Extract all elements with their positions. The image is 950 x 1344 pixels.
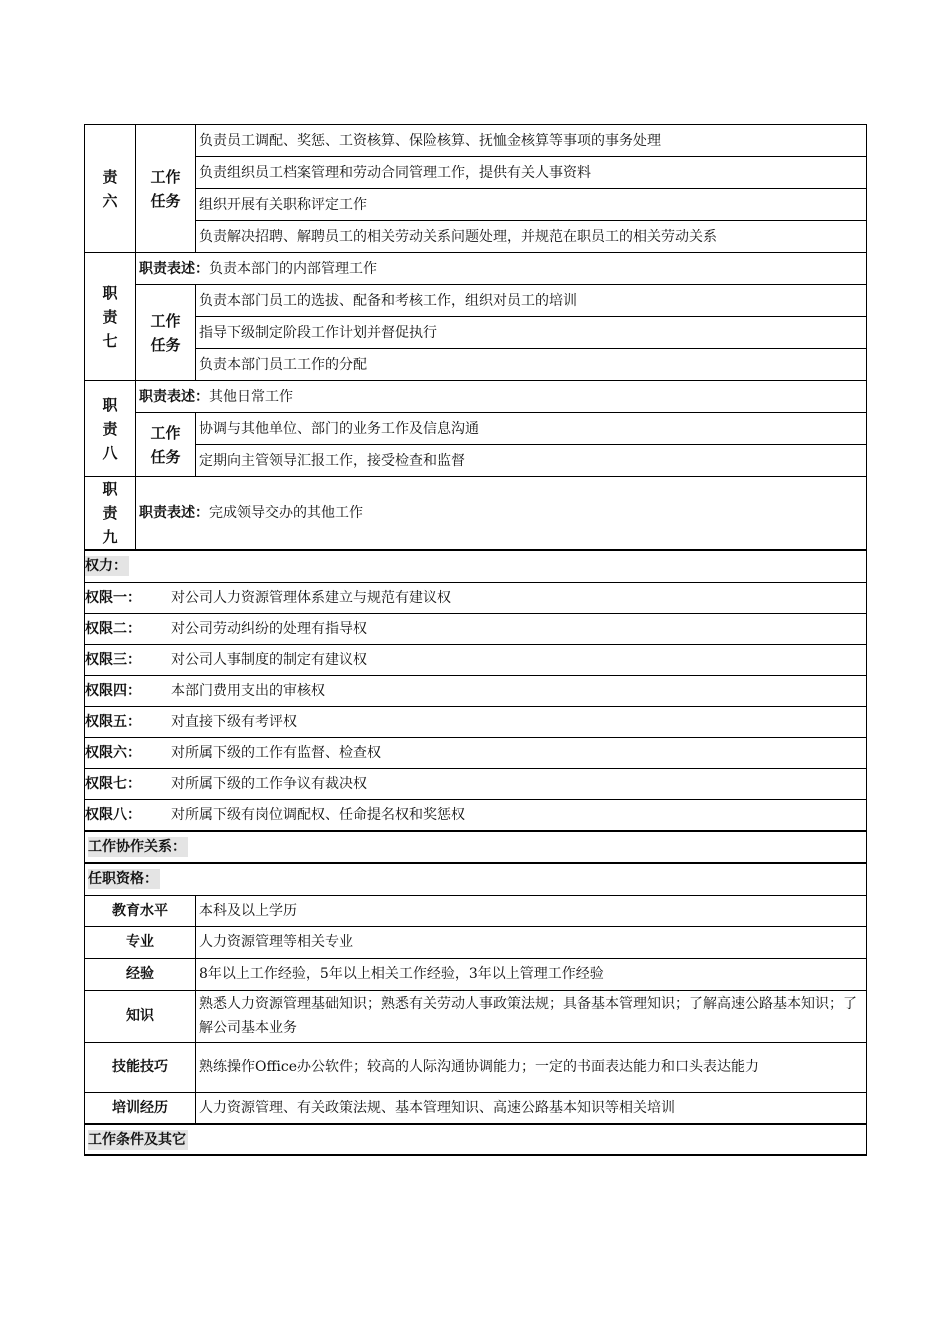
cooperation-header-row: [85, 831, 867, 863]
right-row: [85, 582, 867, 613]
qualification-row: [85, 958, 867, 990]
duty7-statement: 职责表述：负责本部门的内部管理工作: [136, 253, 867, 285]
power-header: 权力：: [85, 550, 867, 582]
qualification-row: [85, 990, 867, 1042]
right-text: 对公司劳动纠纷的处理有指导权: [171, 620, 367, 637]
right-key: 权限六：: [85, 744, 141, 761]
duty7-task-row: [85, 349, 867, 381]
duty8-task-label: 工作 任务: [136, 413, 196, 477]
duty6-task-3: 组织开展有关职称评定工作: [196, 189, 867, 221]
right-row: [85, 675, 867, 706]
duty6-label: 责 六: [85, 125, 136, 253]
right-row: [85, 644, 867, 675]
duty8-task-2: 定期向主管领导汇报工作，接受检查和监督: [196, 445, 867, 477]
cooperation-header: 工作协作关系：: [85, 831, 867, 863]
duty9-label: 职 责 九: [85, 477, 136, 551]
qualification-header-row: [85, 863, 867, 895]
job-description-table: [84, 124, 867, 1156]
qualification-value: 熟悉人力资源管理基础知识；熟悉有关劳动人事政策法规；具备基本管理知识；了解高速公路基本知识；了解公司基本业务: [196, 990, 867, 1042]
qualification-label: 专业: [85, 926, 196, 958]
duty6-task-row: [85, 221, 867, 253]
duty7-task-1: 负责本部门员工的选拔、配备和考核工作，组织对员工的培训: [196, 285, 867, 317]
duty6-task-row: [85, 157, 867, 189]
statement-label: 职责表述：: [139, 505, 209, 521]
power-header-row: [85, 550, 867, 582]
qualification-row: [85, 1042, 867, 1092]
right-key: 权限三：: [85, 651, 141, 668]
right-text: 对所属下级的工作争议有裁决权: [171, 775, 367, 792]
duty7-task-row: [85, 317, 867, 349]
duty6-task-row: [85, 189, 867, 221]
duty6-task-2: 负责组织员工档案管理和劳动合同管理工作，提供有关人事资料: [196, 157, 867, 189]
right-text: 本部门费用支出的审核权: [171, 682, 325, 699]
duty8-statement-row: [85, 381, 867, 413]
qualification-label: 培训经历: [85, 1092, 196, 1124]
duty6-task-4: 负责解决招聘、解聘员工的相关劳动关系问题处理，并规范在职员工的相关劳动关系: [196, 221, 867, 253]
duty8-task-1: 协调与其他单位、部门的业务工作及信息沟通: [196, 413, 867, 445]
qualification-value: 人力资源管理等相关专业: [196, 926, 867, 958]
right-key: 权限一：: [85, 589, 141, 606]
right-text: 对公司人事制度的制定有建议权: [171, 651, 367, 668]
qualification-row: [85, 1092, 867, 1124]
duty7-task-2: 指导下级制定阶段工作计划并督促执行: [196, 317, 867, 349]
qualification-header: 任职资格：: [85, 863, 867, 895]
duty7-label: 职 责 七: [85, 253, 136, 381]
qualification-value: 8年以上工作经验，5年以上相关工作经验，3年以上管理工作经验: [196, 958, 867, 990]
qualification-row: [85, 926, 867, 958]
duty8-task-row: [85, 413, 867, 445]
right-row: [85, 613, 867, 644]
duty7-task-3: 负责本部门员工工作的分配: [196, 349, 867, 381]
duty9-statement: 职责表述：完成领导交办的其他工作: [136, 477, 867, 551]
right-text: 对公司人力资源管理体系建立与规范有建议权: [171, 589, 451, 606]
right-key: 权限四：: [85, 682, 141, 699]
conditions-header: 工作条件及其它: [85, 1124, 867, 1155]
qualification-value: 本科及以上学历: [196, 895, 867, 926]
qualification-value: 人力资源管理、有关政策法规、基本管理知识、高速公路基本知识等相关培训: [196, 1092, 867, 1124]
qualification-label: 技能技巧: [85, 1042, 196, 1092]
right-text: 对所属下级的工作有监督、检查权: [171, 744, 381, 761]
statement-label: 职责表述：: [139, 388, 209, 405]
duty8-statement: 职责表述：其他日常工作: [136, 381, 867, 413]
right-text: 对直接下级有考评权: [171, 713, 297, 730]
right-row: [85, 706, 867, 737]
right-row: [85, 768, 867, 799]
right-key: 权限二：: [85, 620, 141, 637]
job-description-page: [84, 124, 866, 1156]
qualification-label: 知识: [85, 990, 196, 1042]
statement-label: 职责表述：: [139, 260, 209, 277]
right-key: 权限七：: [85, 775, 141, 792]
conditions-header-row: [85, 1124, 867, 1155]
qualification-label: 经验: [85, 958, 196, 990]
duty7-statement-row: [85, 253, 867, 285]
duty8-task-row: [85, 445, 867, 477]
duty7-task-row: [85, 285, 867, 317]
right-key: 权限五：: [85, 713, 141, 730]
duty9-statement-row: [85, 477, 867, 551]
duty6-task-row: [85, 125, 867, 157]
qualification-label: 教育水平: [85, 895, 196, 926]
qualification-value: 熟练操作Office办公软件；较高的人际沟通协调能力；一定的书面表达能力和口头表达能力: [196, 1042, 867, 1092]
right-text: 对所属下级有岗位调配权、任命提名权和奖惩权: [171, 806, 465, 823]
duty6-task-label: 工作 任务: [136, 125, 196, 253]
duty6-task-1: 负责员工调配、奖惩、工资核算、保险核算、抚恤金核算等事项的事务处理: [196, 125, 867, 157]
right-row: [85, 737, 867, 768]
duty7-task-label: 工作 任务: [136, 285, 196, 381]
qualification-row: [85, 895, 867, 926]
right-row: [85, 799, 867, 831]
duty8-label: 职 责 八: [85, 381, 136, 477]
right-key: 权限八：: [85, 806, 141, 823]
